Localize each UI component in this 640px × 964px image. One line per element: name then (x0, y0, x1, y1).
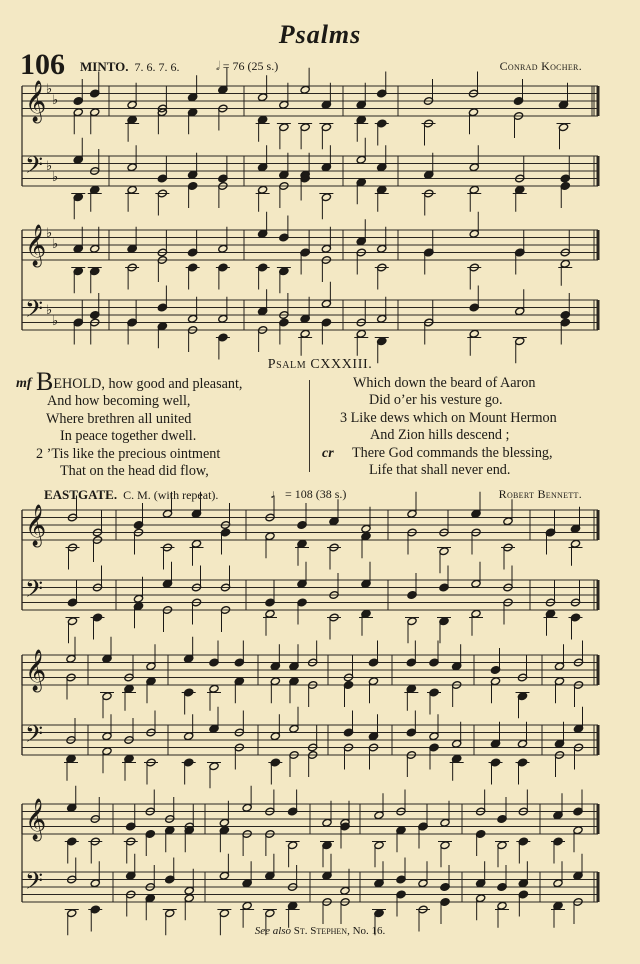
meter: C. M. (with repeat). (123, 488, 219, 502)
verse-line: 3 Like dews which on Mount Hermon (340, 409, 557, 426)
verse-line: Life that shall never end. (369, 462, 511, 479)
footer-cross-reference (0, 925, 640, 937)
tune-name: EASTGATE. (44, 487, 118, 502)
key-signature-flat: ♭ (46, 82, 53, 97)
footer-suffix: No. 16. (352, 925, 386, 937)
verse-line: That on the head did flow, (60, 463, 209, 480)
verse-line: 2 ’Tis like the precious ointment (36, 445, 221, 462)
verse-line: Which down the beard of Aaron (353, 375, 536, 391)
verse-line: Where brethren all united (46, 410, 192, 427)
footer-prefix: See also (254, 925, 292, 937)
bass-clef: 𝄢 (25, 295, 44, 328)
key-signature-flat: ♭ (52, 93, 59, 108)
treble-clef: 𝄞 (25, 505, 47, 546)
half-note-icon: 𝅗𝅥 (216, 59, 220, 73)
bass-clef: 𝄢 (25, 867, 44, 900)
key-signature-flat: ♭ (46, 303, 53, 318)
meter: 7. 6. 7. 6. (134, 60, 180, 74)
key-signature-flat: ♭ (46, 159, 53, 174)
verse-line: Did o’er his vesture go. (369, 392, 503, 409)
key-signature-flat: ♭ (46, 226, 53, 241)
key-signature-flat: ♭ (52, 170, 59, 185)
tempo-value: = 76 (25 s.) (222, 59, 279, 73)
footer-tune: St. Stephen, (293, 925, 350, 937)
verse-line: And Zion hills descend ; (370, 427, 510, 444)
psalm-heading: Psalm CXXXIII. (267, 357, 373, 372)
verse-line: And how becoming well, (47, 393, 191, 410)
quarter-note-icon: ♩ (270, 487, 282, 501)
dynamic-mark: mf (16, 376, 32, 391)
bass-clef: 𝄢 (25, 720, 44, 753)
bass-clef: 𝄢 (25, 575, 44, 608)
key-signature-flat: ♭ (52, 314, 59, 329)
tempo-value: = 108 (38 s.) (285, 487, 347, 501)
tune-name: MINTO. (80, 59, 129, 74)
bass-clef: 𝄢 (25, 151, 44, 184)
composer: Conrad Kocher. (499, 59, 582, 73)
treble-clef: 𝄞 (25, 650, 47, 691)
treble-clef: 𝄞 (25, 799, 47, 840)
composer: Robert Bennett. (498, 487, 582, 501)
page-title: Psalms (278, 20, 362, 49)
hymn-number: 106 (20, 48, 65, 81)
verse-line: In peace together dwell. (60, 428, 197, 445)
key-signature-flat: ♭ (52, 237, 59, 252)
drop-cap: B (36, 367, 54, 396)
verse-text: EHOLD, how good and pleasant, (53, 376, 243, 392)
dynamic-mark: cr (322, 445, 334, 461)
verse-text: There God commands the blessing, (352, 444, 553, 461)
treble-clef: 𝄞 (25, 81, 47, 122)
treble-clef: 𝄞 (25, 225, 47, 266)
